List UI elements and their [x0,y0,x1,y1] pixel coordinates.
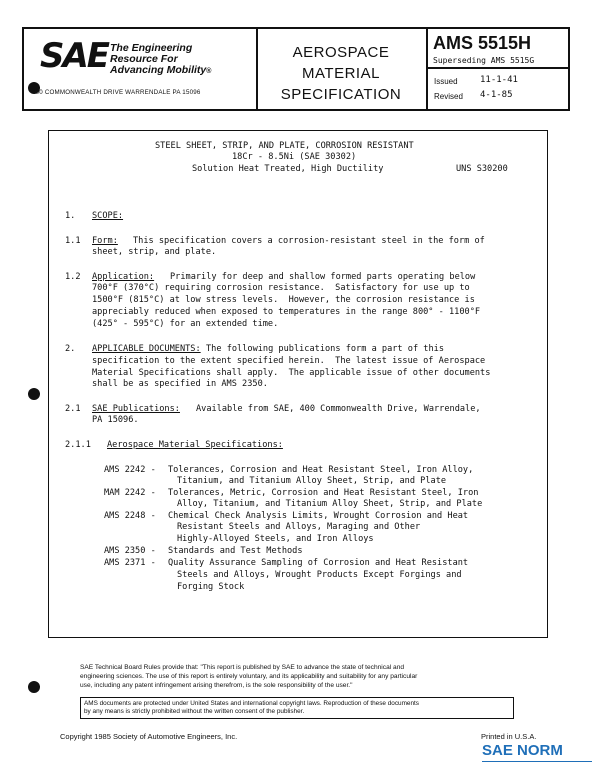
superseding-note: Superseding AMS 5515G [433,56,535,65]
title-line-3: Solution Heat Treated, High Ductility [192,164,384,174]
revised-date: 4-1-85 [480,90,513,100]
section-2-text-1: The following publications form a part of this [206,344,444,354]
technical-board-rules-2: engineering sciences. The use of this report is entirely voluntary, and its applicability and suitability for any particular [80,673,418,680]
protection-notice-line-1: AMS documents are protected under United States and international copyright laws. Reproduction of these documents [84,700,419,707]
reference-text-line-2: Resistant Steels and Alloys, Maraging and Other [177,522,421,532]
technical-board-rules-1: SAE Technical Board Rules provide that: "This report is published by SAE to advance the state of technical and [80,664,405,671]
spec-type-line-1: AEROSPACE [292,44,390,61]
reference-text-line-2: Alloy, Titanium, and Titanium Alloy Sheet, Strip, and Plate [177,499,483,509]
section-2-number: 2. [65,344,76,354]
title-line-1: STEEL SHEET, STRIP, AND PLATE, CORROSION RESISTANT [155,141,414,151]
section-2-text-4: shall be as specified in AMS 2350. [92,379,268,389]
reference-code: AMS 2350 - [104,546,156,556]
reference-text-line-1: Quality Assurance Sampling of Corrosion and Heat Resistant [168,558,469,568]
section-2-1-text-1: Available from SAE, 400 Commonwealth Drive, Warrendale, [196,404,481,414]
document-header [22,27,570,111]
punch-hole-bottom [28,681,40,693]
ams-number: AMS 5515H [433,33,532,53]
trademark-symbol: ® [206,68,212,75]
tagline-line-2: Resource For [110,53,178,65]
section-2-1-number: 2.1 [65,404,81,414]
section-1-2-text-5: (425° - 595°C) for an extended time. [92,319,279,329]
sae-norm-watermark: SAE NORM [482,742,563,759]
copyright-line: Copyright 1985 Society of Automotive Engineers, Inc. [60,732,238,741]
section-1-2-number: 1.2 [65,272,81,282]
section-1-number: 1. [65,211,76,221]
section-1-1-number: 1.1 [65,236,81,246]
copyright-protection-notice [80,697,514,719]
section-1-heading: SCOPE: [92,211,124,221]
section-1-2-text-2: 700°F (370°C) requiring corrosion resistance. Satisfactory for use up to [92,283,470,293]
punch-hole-middle [28,388,40,400]
reference-text-line-2: Steels and Alloys, Wrought Products Except Forgings and [177,570,462,580]
spec-id-block [426,29,568,109]
reference-code: MAM 2242 - [104,488,156,498]
reference-text-line-1: Chemical Check Analysis Limits, Wrought Corrosion and Heat [168,511,469,521]
spec-type-line-3: SPECIFICATION [280,86,402,103]
reference-code: AMS 2242 - [104,465,156,475]
reference-code: AMS 2248 - [104,511,156,521]
tagline-line-3: Advancing Mobility [110,64,207,76]
uns-designation: UNS S30200 [456,164,508,174]
reference-code: AMS 2371 - [104,558,156,568]
technical-board-rules-3: use, including any patent infringement arising therefrom, is the sole responsibility of the user." [80,682,353,689]
reference-text-line-1: Tolerances, Metric, Corrosion and Heat Resistant Steel, Iron [168,488,479,498]
spec-type-line-2: MATERIAL [302,65,380,82]
sae-branding [24,29,256,109]
section-1-1-heading: Form: [92,236,118,246]
section-1-2-text-1: Primarily for deep and shallow formed parts operating below [170,272,476,282]
title-line-2: 18Cr - 8.5Ni (SAE 30302) [232,152,357,162]
section-1-1-text-2: sheet, strip, and plate. [92,247,217,257]
reference-text-line-3: Highly-Alloyed Steels, and Iron Alloys [177,534,374,544]
section-2-1-1-heading: Aerospace Material Specifications: [107,440,283,450]
tagline-line-1: The Engineering [110,42,193,54]
reference-text-line-3: Forging Stock [177,582,245,592]
watermark-underline [482,761,592,762]
issued-date: 11-1-41 [480,75,518,85]
issued-label: Issued [434,77,458,86]
section-2-text-3: Material Specifications shall apply. The applicable issue of other documents [92,368,491,378]
section-1-2-heading: Application: [92,272,155,282]
section-2-1-1-number: 2.1.1 [65,440,91,450]
section-1-2-text-3: 1500°F (815°C) at low stress levels. However, the corrosion resistance is [92,295,475,305]
reference-text-line-1: Tolerances, Corrosion and Heat Resistant Steel, Iron Alloy, [168,465,474,475]
sae-address: 400 COMMONWEALTH DRIVE WARRENDALE PA 15096 [32,89,201,96]
sae-logo: SAE [40,36,109,76]
section-1-1-text-1: This specification covers a corrosion-resistant steel in the form of [133,236,485,246]
section-2-text-2: specification to the extent specified herein. The latest issue of Aerospace [92,356,486,366]
printed-in: Printed in U.S.A. [481,732,537,741]
section-1-2-text-4: appreciably reduced when exposed to temperatures in the range 800° - 1100°F [92,307,481,317]
section-2-1-text-2: PA 15096. [92,415,139,425]
reference-text-line-2: Titanium, and Titanium Alloy Sheet, Strip, and Plate [177,476,447,486]
header-divider [428,67,568,69]
protection-notice-line-2: by any means is strictly prohibited without the written consent of the publisher. [84,708,305,715]
section-2-1-heading: SAE Publications: [92,404,180,414]
section-2-heading: APPLICABLE DOCUMENTS: [92,344,201,354]
spec-type-block [256,29,426,109]
revised-label: Revised [434,92,463,101]
reference-text-line-1: Standards and Test Methods [168,546,303,556]
